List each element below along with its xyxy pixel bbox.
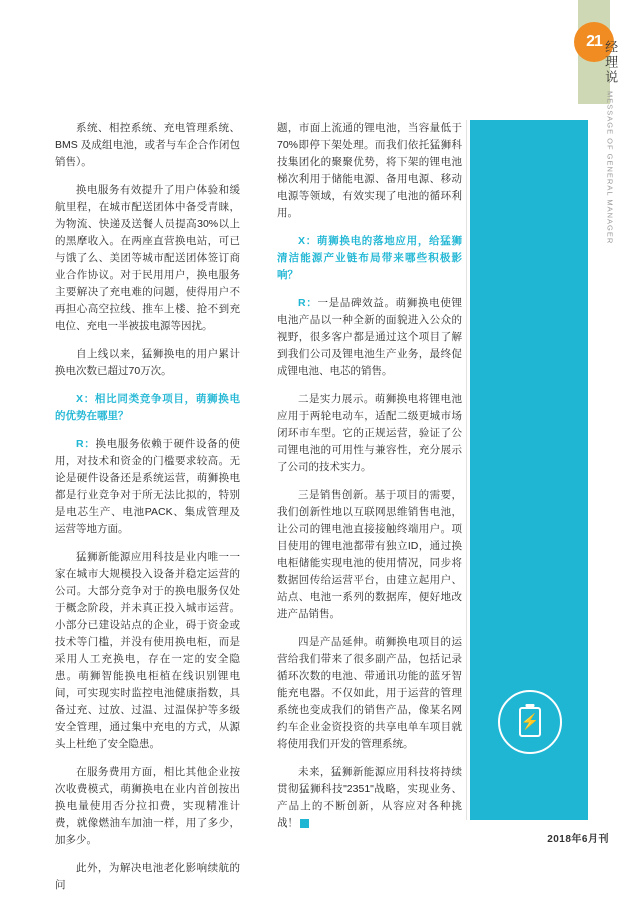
interview-question: X：萌狮换电的落地应用，给猛狮清洁能源产业链布局带来哪些积极影响？	[277, 235, 462, 281]
page-number: 21	[574, 22, 614, 62]
paragraph	[277, 764, 462, 832]
paragraph: 二是实力展示。萌狮换电将锂电池应用于两轮电动车，适配二级更城市场闭环市车型。它的正规运营，验证了公司锂电池的可用性与兼容性，充分展示了公司的技术实力。	[277, 393, 462, 473]
answer-lead: R：	[76, 438, 96, 450]
running-head-cn: 经理说	[603, 40, 619, 85]
paragraph: 自上线以来，猛狮换电的用户累计换电次数已超过70万次。	[55, 348, 240, 377]
paragraph: 在服务费用方面，相比其他企业按次收费模式，萌狮换电在业内首创按出换电量使用否分拉扣费，实现精准计费，就像燃油车加油一样，用了多少，加多少。	[55, 766, 240, 846]
paragraph-text: 未来，猛狮新能源应用科技将持续贯彻猛狮科技"2351"战略，实现业务、产品上的不断创新，从容应对各种挑战！	[277, 766, 462, 829]
paragraph: 系统、相控系统、充电管理系统、BMS 及成组电池，或者与车企合作闭包销售）。	[55, 122, 240, 168]
interview-answer	[55, 436, 240, 538]
interview-answer	[277, 295, 462, 380]
column-divider	[466, 120, 467, 820]
paragraph: 换电服务有效提升了用户体验和缓航里程，在城市配送团体中备受青睐，为物流、快递及送餐人员提高30%以上的黑摩收入。在两座直营换电站，可已与饿了么、美团等城市配送团体签订商业合作协议。对于民用用户，换电服务主要解决了充电难的问题，使得用户不再担心高空拉线、推车上楼、抢不到充电位、充电一半被拔电源等因扰。	[55, 184, 240, 332]
battery-cap	[526, 704, 535, 707]
paragraph: 三是销售创新。基于项目的需要，我们创新性地以互联网思维销售电池，让公司的锂电池直接接触终端用户。项目使用的锂电池都带有独立ID，通过换电柜储能实现电池的使用情况，同步将数据回传给运营平台，由建立起用户、站点、电池一系列的数据库，便好地改进产品销售。	[277, 489, 462, 620]
lightning-bolt-icon: ⚡	[520, 713, 540, 731]
paragraph: 猛狮新能源应用科技是业内唯一一家在城市大规模投入设备并稳定运营的公司。大部分竞争对于的换电服务仅处于概念阶段，并未真正投入城市运营。小部分已建设站点的企业，碍于资金或技术等门槛，并没有使用换电柜，而是采用人工充换电，存在一定的安全隐患。萌狮智能换电柜植在线识别锂电间，可实现实时监控电池健康指数，具备过充、过放、过温、过温保护等多级安全管理，通过集中充电的方式，从源头上杜绝了安全隐患。	[55, 551, 240, 750]
footer-issue-date: 2018年6月刊	[547, 834, 609, 845]
running-head	[593, 40, 627, 244]
paragraph: 此外，为解决电池老化影响续航的问	[55, 862, 240, 891]
battery-body	[519, 707, 541, 737]
battery-charging-icon	[498, 690, 562, 754]
text-column-left	[55, 120, 240, 905]
end-mark-icon: ■	[300, 819, 309, 828]
text-column-right	[277, 120, 462, 843]
answer-text: 换电服务依赖于硬件设备的使用，对技术和资金的门槛要求较高。无论是硬件设备还是系统运营，萌狮换电都是行业竞争对于所无法比拟的，特别是电芯生产、电池PACK、集成管理及运营等地方面。	[55, 438, 240, 535]
interview-question: X：相比同类竞争项目，萌狮换电的优势在哪里？	[55, 393, 240, 422]
answer-text: 一是品碑效益。萌狮换电使锂电池产品以一种全新的面貌进入公众的视野，很多客户都是通过这个项目了解到我们公司及锂电池生产业务，最终促成锂电池、电芯的销售。	[277, 297, 462, 377]
paragraph: 四是产品延伸。萌狮换电项目的运营给我们带来了很多副产品，包括记录循环次数的电池、带通讯功能的蓝牙智能充电器。不仅如此，用于运营的管理系统也变成我们的销售产品，像某名网约车企业金资投资的共享电单车项目就将使用我们开发的管理系统。	[277, 636, 462, 750]
running-head-en: MESSAGE OF GENERAL MANAGER	[605, 91, 615, 245]
answer-lead: R：	[298, 297, 318, 309]
paragraph: 题，市面上流通的锂电池，当容量低于70%即停下架处理。而我们依托猛狮科技集团化的聚聚优势，将下架的锂电池梯次利用于储能电源、备用电源、移动电源等领域，有效实现了电池的循环利用。	[277, 122, 462, 219]
